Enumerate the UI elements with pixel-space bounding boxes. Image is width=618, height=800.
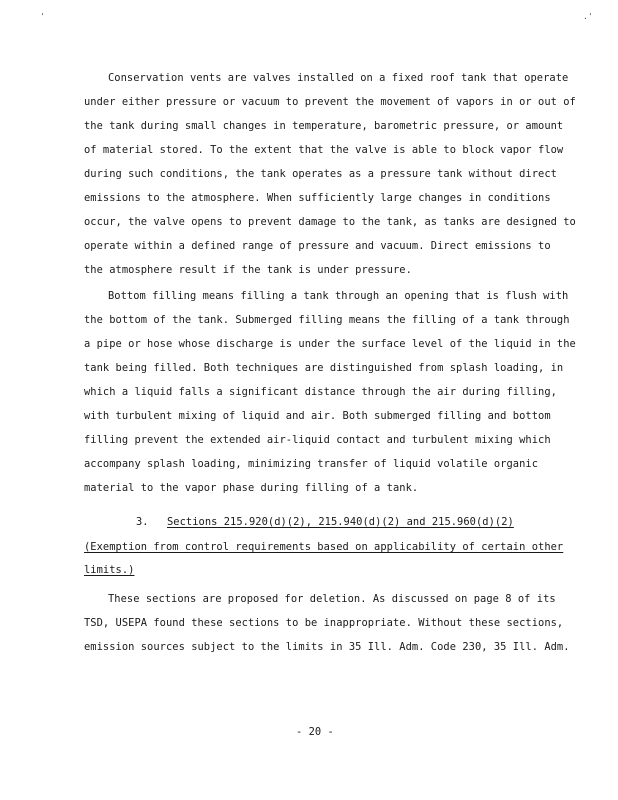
text-line: of material stored. To the extent that the valve is able to block vapor flow: [84, 144, 564, 156]
text-line: the tank during small changes in temperature, barometric pressure, or amount: [84, 120, 564, 132]
scan-mark: ': [40, 12, 45, 21]
text-line: emission sources subject to the limits in 35 Ill. Adm. Code 230, 35 Ill. Adm.: [84, 641, 570, 653]
text-line: the bottom of the tank. Submerged filling means the filling of a tank through: [84, 314, 570, 326]
text-line: material to the vapor phase during filling of a tank.: [84, 482, 419, 494]
text-line: These sections are proposed for deletion. As discussed on page 8 of its: [108, 593, 556, 605]
section-title-line: (Exemption from control requirements based on applicability of certain other: [84, 541, 564, 553]
section-number: 3.: [136, 516, 149, 528]
text-line: which a liquid falls a significant distance through the air during filling,: [84, 386, 557, 398]
page-number: - 20 -: [296, 726, 334, 738]
text-line: Conservation vents are valves installed on a fixed roof tank that operate: [108, 72, 569, 84]
text-line: operate within a defined range of pressure and vacuum. Direct emissions to: [84, 240, 551, 252]
text-line: a pipe or hose whose discharge is under the surface level of the liquid in the: [84, 338, 576, 350]
text-line: with turbulent mixing of liquid and air. Both submerged filling and bottom: [84, 410, 551, 422]
text-line: emissions to the atmosphere. When sufficiently large changes in conditions: [84, 192, 551, 204]
scan-mark: .': [583, 12, 593, 21]
section-title-line: Sections 215.920(d)(2), 215.940(d)(2) and 215.960(d)(2): [167, 516, 514, 528]
text-line: accompany splash loading, minimizing transfer of liquid volatile organic: [84, 458, 539, 470]
text-line: TSD, USEPA found these sections to be inappropriate. Without these sections,: [84, 617, 564, 629]
text-line: occur, the valve opens to prevent damage to the tank, as tanks are designed to: [84, 216, 576, 228]
text-line: tank being filled. Both techniques are distinguished from splash loading, in: [84, 362, 564, 374]
text-line: during such conditions, the tank operates as a pressure tank without direct: [84, 168, 557, 180]
text-line: Bottom filling means filling a tank through an opening that is flush with: [108, 290, 569, 302]
section-title-line: limits.): [84, 564, 135, 576]
text-line: filling prevent the extended air-liquid contact and turbulent mixing which: [84, 434, 551, 446]
text-line: under either pressure or vacuum to prevent the movement of vapors in or out of: [84, 96, 576, 108]
text-line: the atmosphere result if the tank is under pressure.: [84, 264, 412, 276]
